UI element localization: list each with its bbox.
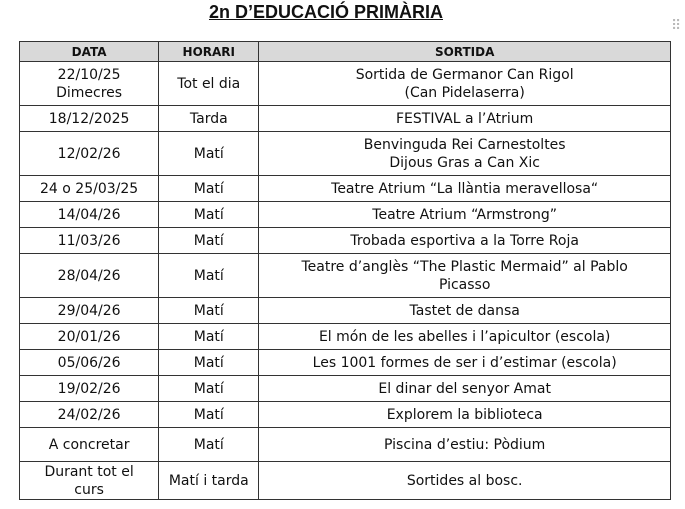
table-row: [20, 402, 671, 428]
trip-cell: [259, 62, 671, 106]
table-row: [20, 176, 671, 202]
table-row: [20, 376, 671, 402]
page-title: 2n D’EDUCACIÓ PRIMÀRIA: [208, 2, 443, 22]
date-cell: [20, 62, 159, 106]
column-header-horari: HORARI: [159, 42, 259, 62]
time-cell: Matí: [159, 324, 259, 350]
time-cell: Matí: [159, 254, 259, 298]
trip-line: Dijous Gras a Can Xic: [389, 154, 540, 171]
column-header-sortida: SORTIDA: [259, 42, 671, 62]
trip-line: Sortida de Germanor Can Rigol: [355, 66, 574, 83]
date-line: 22/10/25: [57, 66, 121, 83]
schedule-table: [19, 41, 671, 500]
time-cell: Tarda: [159, 106, 259, 132]
trip-cell: El món de les abelles i l’apicultor (escola): [259, 324, 671, 350]
trip-cell: Explorem la biblioteca: [259, 402, 671, 428]
time-cell: Matí: [159, 376, 259, 402]
date-cell: 11/03/26: [20, 228, 159, 254]
date-cell: 24 o 25/03/25: [20, 176, 159, 202]
trip-cell: [259, 254, 671, 298]
table-row: [20, 428, 671, 462]
table-row: [20, 202, 671, 228]
trip-line: (Can Pidelaserra): [404, 84, 525, 101]
date-cell: 29/04/26: [20, 298, 159, 324]
trip-cell: Trobada esportiva a la Torre Roja: [259, 228, 671, 254]
time-cell: Matí: [159, 202, 259, 228]
table-row: [20, 298, 671, 324]
trip-line: Benvinguda Rei Carnestoltes: [363, 136, 566, 153]
table-row: [20, 106, 671, 132]
trip-cell: El dinar del senyor Amat: [259, 376, 671, 402]
trip-cell: FESTIVAL a l’Atrium: [259, 106, 671, 132]
table-row: [20, 324, 671, 350]
time-cell: Matí: [159, 428, 259, 462]
trip-cell: Tastet de dansa: [259, 298, 671, 324]
date-cell: 14/04/26: [20, 202, 159, 228]
trip-line: Picasso: [438, 276, 491, 293]
date-cell: 12/02/26: [20, 132, 159, 176]
time-cell: Matí i tarda: [159, 462, 259, 500]
column-header-data: DATA: [20, 42, 159, 62]
date-line: Dimecres: [56, 84, 123, 101]
table-header-row: [20, 42, 671, 62]
table-row: [20, 132, 671, 176]
date-cell: 20/01/26: [20, 324, 159, 350]
date-cell: 05/06/26: [20, 350, 159, 376]
date-cell: 18/12/2025: [20, 106, 159, 132]
time-cell: Matí: [159, 402, 259, 428]
time-cell: Matí: [159, 298, 259, 324]
time-cell: Matí: [159, 132, 259, 176]
table-row: [20, 350, 671, 376]
drag-handle-icon[interactable]: ⠿: [671, 18, 681, 34]
trip-cell: [259, 132, 671, 176]
date-cell: 19/02/26: [20, 376, 159, 402]
date-line: Durant tot el: [44, 463, 134, 480]
date-cell: 24/02/26: [20, 402, 159, 428]
trip-cell: Teatre Atrium “La llàntia meravellosa“: [259, 176, 671, 202]
trip-cell: Teatre Atrium “Armstrong”: [259, 202, 671, 228]
table-row: [20, 254, 671, 298]
date-cell: 28/04/26: [20, 254, 159, 298]
date-line: curs: [74, 481, 104, 498]
time-cell: Tot el dia: [159, 62, 259, 106]
trip-cell: Les 1001 formes de ser i d’estimar (escola): [259, 350, 671, 376]
trip-cell: Sortides al bosc.: [259, 462, 671, 500]
trip-line: Teatre d’anglès “The Plastic Mermaid” al Pablo: [301, 258, 628, 275]
time-cell: Matí: [159, 350, 259, 376]
table-row: [20, 228, 671, 254]
time-cell: Matí: [159, 176, 259, 202]
date-cell: A concretar: [20, 428, 159, 462]
table-row: [20, 62, 671, 106]
time-cell: Matí: [159, 228, 259, 254]
date-cell: [20, 462, 159, 500]
table-row: [20, 462, 671, 500]
trip-cell: Piscina d’estiu: Pòdium: [259, 428, 671, 462]
